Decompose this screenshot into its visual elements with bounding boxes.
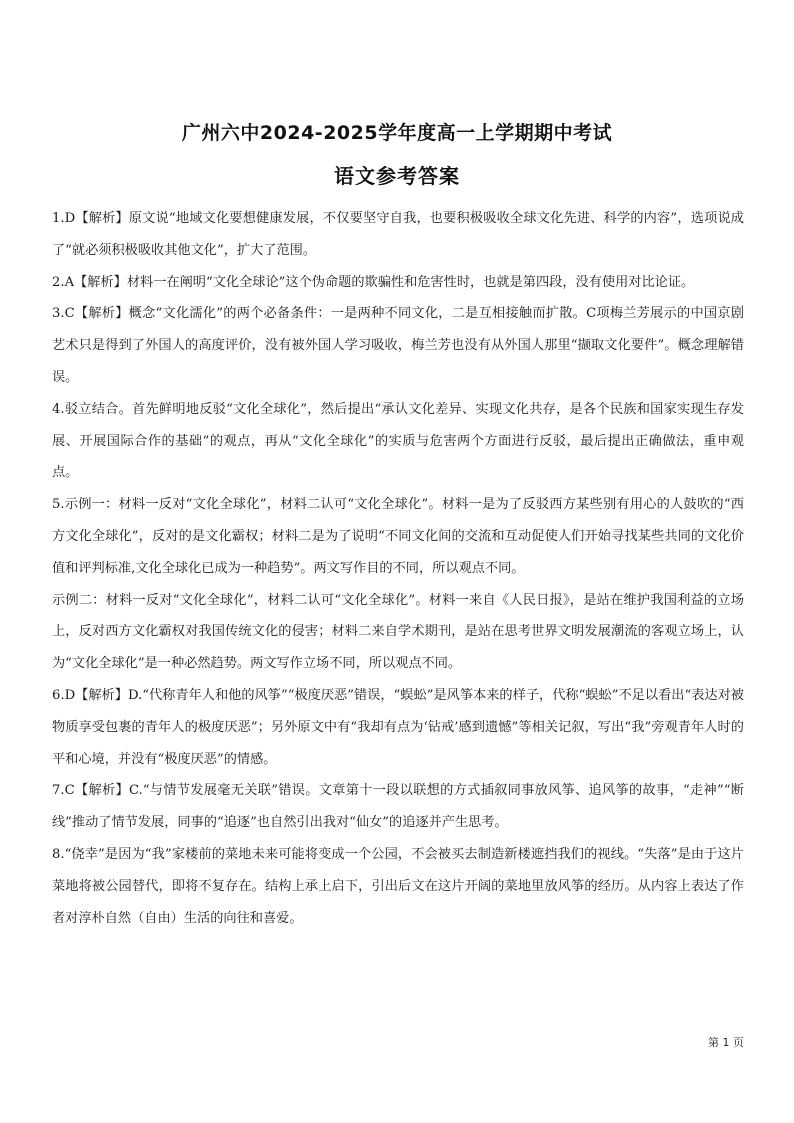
answer-7: 7.C【解析】C.“与情节发展毫无关联”错误。文章第十一段以联想的方式插叙同事放风筝、追风筝的故事，“走神”“断线”推动了情节发展，同事的“追逐”也自然引出我对“仙女”的追逐并产生思考。 [52,783,744,831]
answer-1: 1.D【解析】原文说“地域文化要想健康发展，不仅要坚守自我，也要积极吸收全球文化先进、科学的内容”，选项说成了“就必须积极吸收其他文化”，扩大了范围。 [52,211,744,258]
answer-5-example-1: 5.示例一：材料一反对“文化全球化”，材料二认可“文化全球化”。材料一是为了反驳西方某些别有用心的人鼓吹的“西方文化全球化”，反对的是文化霸权；材料二是为了说明“不同文化间的交流和互动促使人们开始寻找某些共同的文化价值和评判标准,文化全球化已成为一种趋势”。两文写作目的不同，所以观点不同。 [52,497,744,576]
page-number: 第 1 页 [708,1036,744,1049]
answer-3: 3.C【解析】概念“文化濡化”的两个必备条件：一是两种不同文化，二是互相接触而扩散。C项梅兰芳展示的中国京剧艺术只是得到了外国人的高度评价，没有被外国人学习吸收，梅兰芳也没有从外国人那里“撷取文化要件”。概念理解错误。 [52,306,744,385]
answer-2: 2.A【解析】材料一在阐明“文化全球论”这个伪命题的欺骗性和危害性时，也就是第四段，没有使用对比论证。 [52,274,695,290]
exam-title: 广州六中2024-2025学年度高一上学期期中考试 [181,122,613,144]
answer-5-example-2: 示例二：材料一反对“文化全球化”，材料二认可“文化全球化”。材料一来自《人民日报》，是站在维护我国利益的立场上，反对西方文化霸权对我国传统文化的侵害；材料二来自学术期刊，是站在思考世界文明发展潮流的客观立场上，认为“文化全球化”是一种必然趋势。两文写作立场不同，所以观点不同。 [52,592,744,672]
answer-6: 6.D【解析】D.“代称青年人和他的风筝”“极度厌恶”错误，“蜈蚣”是风筝本来的样子，代称“蜈蚣”不足以看出“表达对被物质享受包裹的青年人的极度厌恶”；另外原文中有“我却有点为‘钻戒’感到遗憾”等相关记叙，写出“我”旁观青年人时的平和心境，并没有“极度厌恶”的情感。 [52,687,744,767]
answer-content [52,203,744,934]
answer-4: 4.驳立结合。首先鲜明地反驳“文化全球化”，然后提出“承认文化差异、实现文化共存，是各个民族和国家实现生存发展、开展国际合作的基础”的观点，再从“文化全球化”的实质与危害两个方面进行反驳，最后提出正确做法，重申观点。 [52,401,744,481]
answer-key-subtitle: 语文参考答案 [334,164,460,188]
answer-8: 8.“侥幸”是因为“我”家楼前的菜地未来可能将变成一个公园，不会被买去制造新楼遮挡我们的视线。“失落”是由于这片菜地将被公园替代，即将不复存在。结构上承上启下，引出后文在这片开阔的菜地里放风筝的经历。从内容上表达了作者对淳朴自然（自由）生活的向往和喜爱。 [52,846,744,926]
